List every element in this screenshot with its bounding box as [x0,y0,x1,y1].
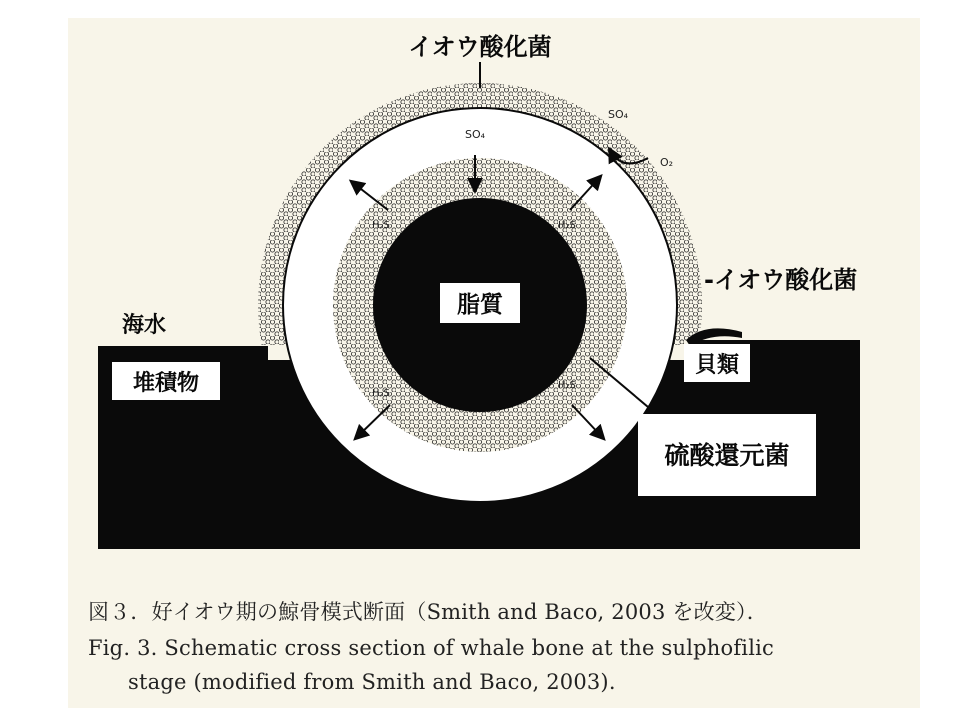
label-sediment: 堆積物 [132,371,200,396]
label-seawater: 海水 [122,313,167,338]
caption-english-line2: stage (modified from Smith and Baco, 2003). [128,670,616,694]
label-h2s-lower-left: H₂S [372,388,390,399]
label-lipid: 脂質 [457,292,503,318]
caption-japanese: 図３．好イオウ期の鯨骨模式断面（Smith and Baco, 2003 を改変）． [88,600,768,624]
label-sulfate-reducers: 硫酸還元菌 [664,441,790,470]
label-h2s-lower-right: H₂S [558,380,576,391]
label-o2: O₂ [660,156,674,169]
label-sulfur-oxidizers-top: イオウ酸化菌 [408,33,552,61]
label-h2s-upper-right: H₂S [558,220,576,231]
label-h2s-upper-left: H₂S [372,220,390,231]
label-so4-right: SO₄ [608,108,629,121]
caption-english-line1: Fig. 3. Schematic cross section of whale bone at the sulphofilic [88,636,775,660]
label-shellfish: 貝類 [694,353,740,378]
label-so4-center: SO₄ [464,128,486,141]
label-sulfur-oxidizers-right: -イオウ酸化菌 [704,266,858,294]
